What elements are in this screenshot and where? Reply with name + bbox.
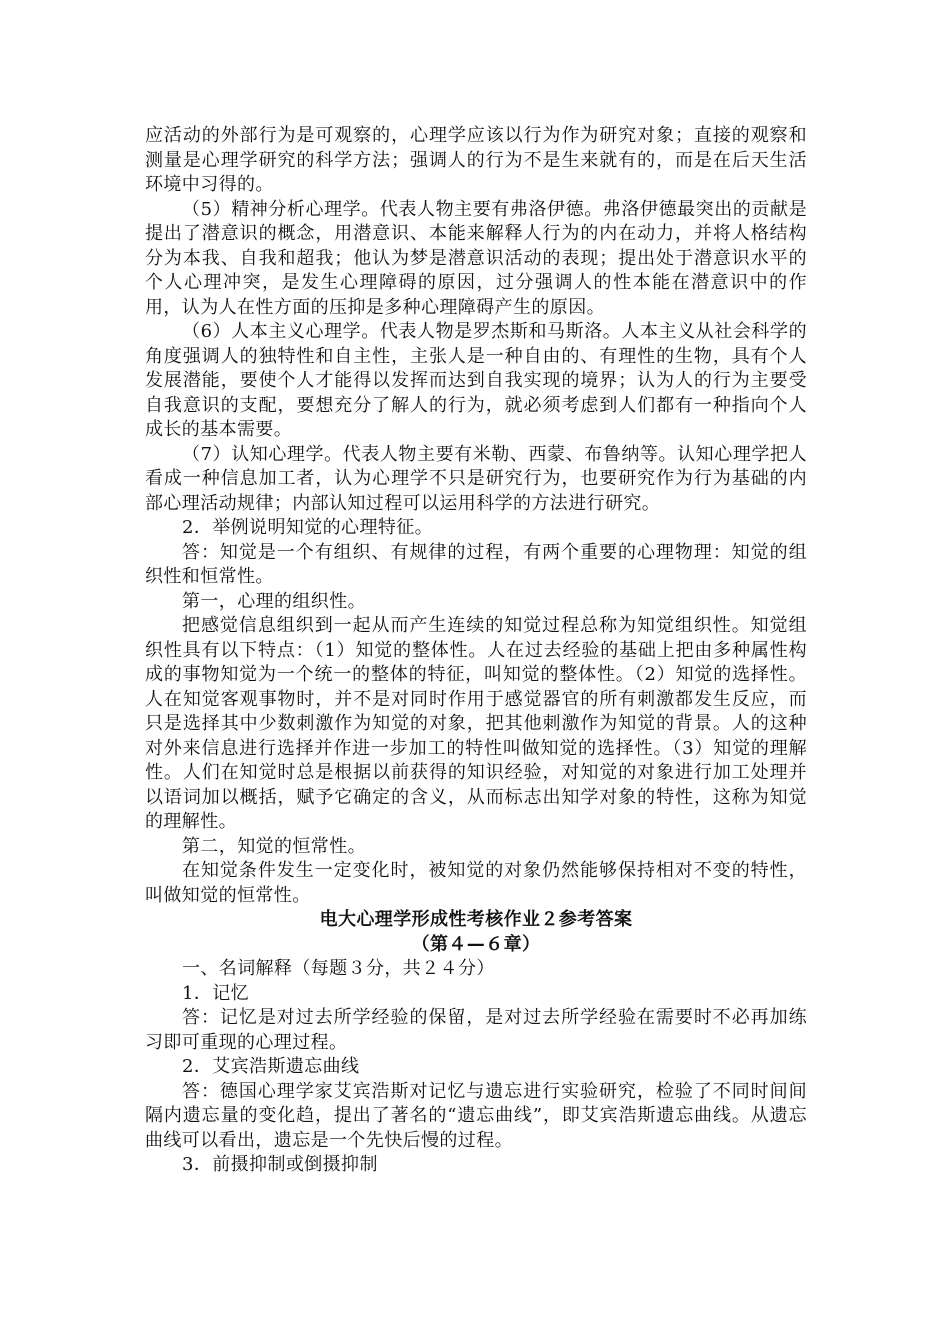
subheading: 第二，知觉的恒常性。 bbox=[182, 835, 366, 857]
subheading: 第一，心理的组织性。 bbox=[182, 590, 366, 612]
document-page bbox=[145, 124, 807, 1178]
section-subtitle: （第４—６章） bbox=[411, 933, 541, 955]
answer-paragraph: 答：记忆是对过去所学经验的保留，是对过去所学经验在需要时不必再加练习即可重现的心理过程。 bbox=[145, 1007, 807, 1053]
paragraph: （7）认知心理学。代表人物主要有米勒、西蒙、布鲁纳等。认知心理学把人看成一种信息加工者，认为心理学不只是研究行为，也要研究作为行为基础的内部心理活动规律；内部认知过程可以运用科学的方法进行研究。 bbox=[145, 443, 807, 514]
term-heading: 2．艾宾浩斯遗忘曲线 bbox=[182, 1056, 360, 1077]
answer-paragraph: 答：德国心理学家艾宾浩斯对记忆与遗忘进行实验研究，检验了不同时间间隔内遗忘量的变化趋，提出了著名的“遗忘曲线”，即艾宾浩斯遗忘曲线。从遗忘曲线可以看出，遗忘是一个先快后慢的过程。 bbox=[145, 1080, 807, 1151]
paragraph: 把感觉信息组织到一起从而产生连续的知觉过程总称为知觉组织性。知觉组织性具有以下特点：（1）知觉的整体性。人在过去经验的基础上把由多种属性构成的事物知觉为一个统一的整体的特征，叫知觉的整体性。（2）知觉的选择性。人在知觉客观事物时，并不是对同时作用于感觉器官的所有刺激都发生反应，而只是选择其中少数刺激作为知觉的对象，把其他刺激作为知觉的背景。人的这种对外来信息进行选择并作进一步加工的特性叫做知觉的选择性。（3）知觉的理解性。人们在知觉时总是根据以前获得的知识经验，对知觉的对象进行加工处理并以语词加以概括，赋予它确定的含义，从而标志出知学对象的特性，这称为知觉的理解性。 bbox=[145, 615, 807, 832]
section-heading: 一、名词解释（每题３分，共２４分） bbox=[182, 958, 495, 979]
section-title: 电大心理学形成性考核作业２参考答案 bbox=[319, 909, 633, 930]
paragraph: 在知觉条件发生一定变化时，被知觉的对象仍然能够保持相对不变的特性，叫做知觉的恒常性。 bbox=[145, 860, 807, 906]
term-heading: 1．记忆 bbox=[182, 982, 250, 1004]
paragraph: 应活动的外部行为是可观察的，心理学应该以行为作为研究对象；直接的观察和测量是心理学研究的科学方法；强调人的行为不是生来就有的，而是在后天生活环境中习得的。 bbox=[145, 125, 807, 195]
term-heading: 3．前摄抑制或倒摄抑制 bbox=[182, 1154, 378, 1175]
paragraph: （5）精神分析心理学。代表人物主要有弗洛伊德。弗洛伊德最突出的贡献是提出了潜意识的概念，用潜意识、本能来解释人行为的内在动力，并将人格结构分为本我、自我和超我；他认为梦是潜意识活动的表现；提出处于潜意识水平的个人心理冲突，是发生心理障碍的原因，过分强调人的性本能在潜意识中的作用，认为人在性方面的压抑是多种心理障碍产生的原因。 bbox=[145, 198, 807, 318]
question-heading: 2．举例说明知觉的心理特征。 bbox=[182, 517, 434, 538]
answer-paragraph: 答：知觉是一个有组织、有规律的过程，有两个重要的心理物理：知觉的组织性和恒常性。 bbox=[145, 541, 807, 587]
paragraph: （6）人本主义心理学。代表人物是罗杰斯和马斯洛。人本主义从社会科学的角度强调人的独特性和自主性，主张人是一种自由的、有理性的生物，具有个人发展潜能，要使个人才能得以发挥而达到自我实现的境界；认为人的行为主要受自我意识的支配，要想充分了解人的行为，就必须考虑到人们都有一种指向个人成长的基本需要。 bbox=[145, 321, 807, 440]
